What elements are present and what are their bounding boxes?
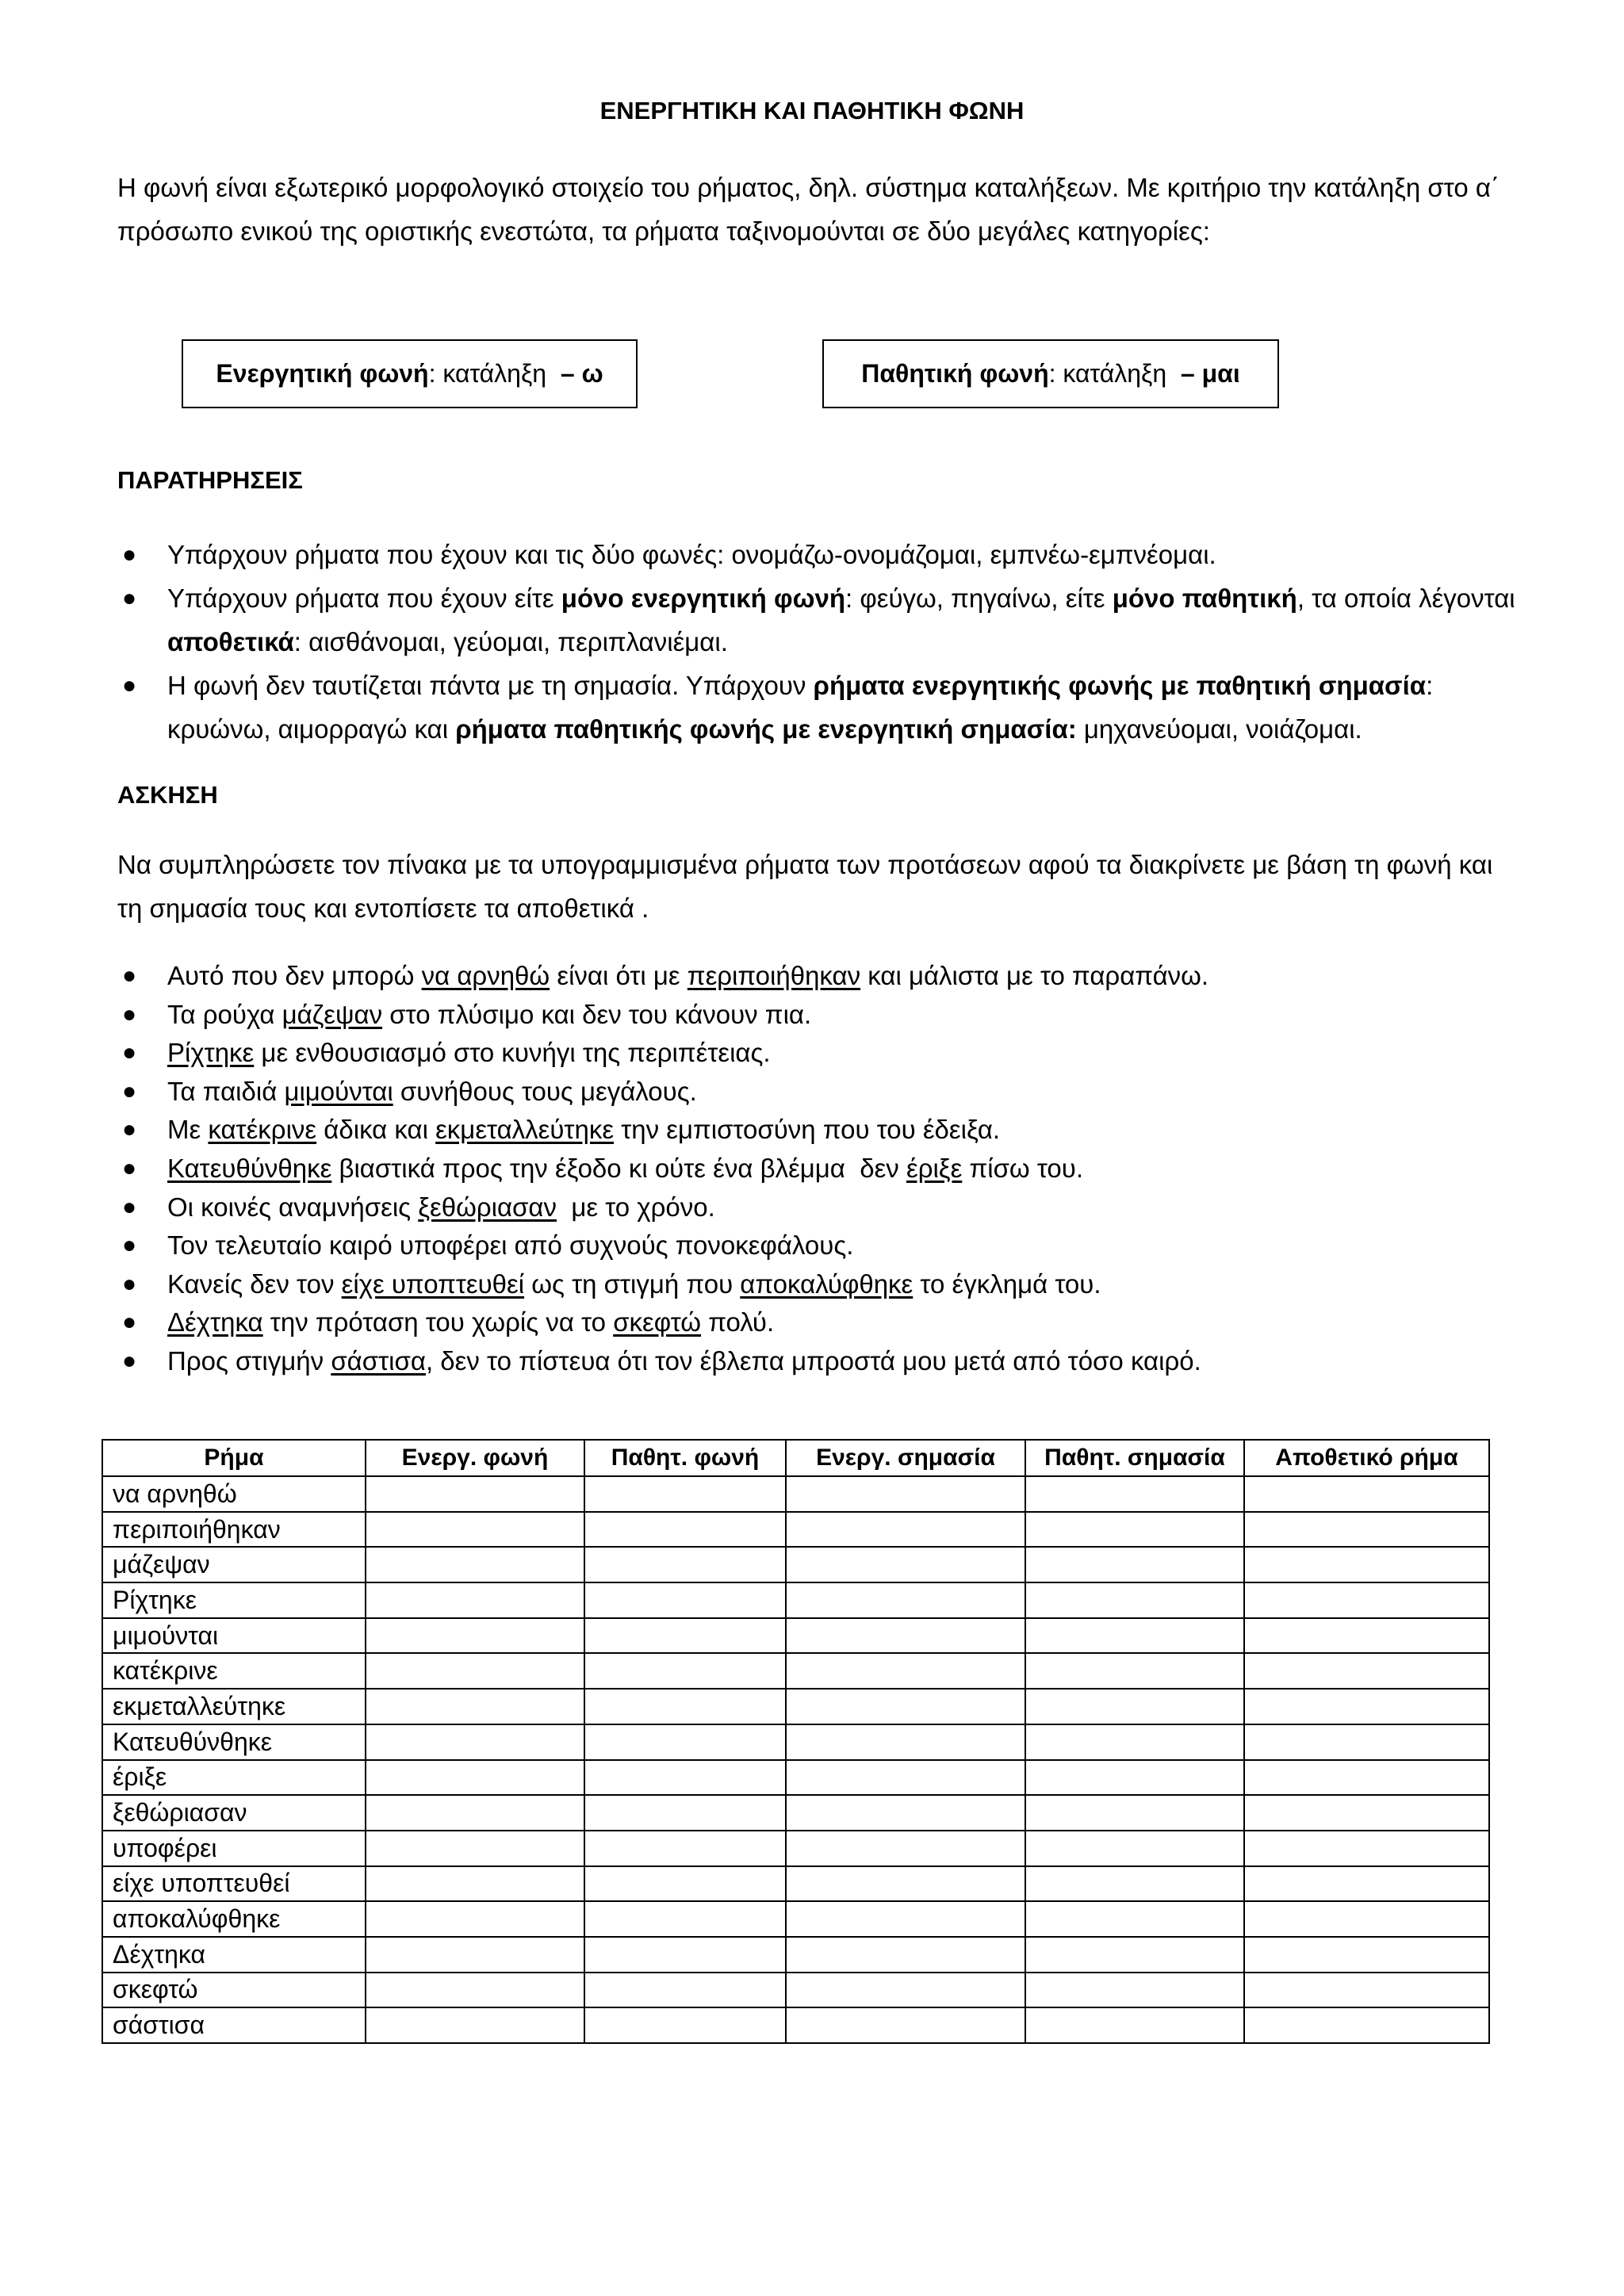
answer-cell[interactable] bbox=[1025, 1724, 1244, 1760]
answer-cell[interactable] bbox=[366, 1901, 584, 1937]
table-row bbox=[102, 1653, 1489, 1689]
bullet-icon: ● bbox=[122, 1232, 137, 1259]
passive-voice-ending: – μαι bbox=[1180, 359, 1240, 388]
answer-cell[interactable] bbox=[786, 1476, 1025, 1512]
bullet-icon: ● bbox=[122, 1193, 137, 1220]
underlined-verb: να αρνηθώ bbox=[421, 961, 550, 990]
table-header-row bbox=[102, 1440, 1489, 1476]
table-row bbox=[102, 1831, 1489, 1866]
active-voice-box bbox=[182, 339, 638, 408]
answer-cell[interactable] bbox=[786, 1689, 1025, 1724]
sentence-list bbox=[117, 957, 1529, 1381]
bullet-icon: ● bbox=[122, 1309, 137, 1336]
answer-cell[interactable] bbox=[1244, 1831, 1489, 1866]
answer-cell[interactable] bbox=[1244, 1476, 1489, 1512]
answer-cell[interactable] bbox=[786, 1618, 1025, 1654]
sentence-item: ● Οι κοινές αναμνήσεις ξεθώριασαν με το χρόνο. bbox=[117, 1188, 1529, 1227]
underlined-verb: Δέχτηκα bbox=[167, 1307, 263, 1337]
column-header: Παθητ. φωνή bbox=[584, 1440, 786, 1476]
verb-cell: μάζεψαν bbox=[102, 1547, 366, 1582]
answer-cell[interactable] bbox=[786, 1582, 1025, 1618]
answer-cell[interactable] bbox=[1025, 1689, 1244, 1724]
answer-cell[interactable] bbox=[366, 2007, 584, 2043]
verb-classification-table bbox=[102, 1439, 1490, 2044]
sentence-item: ● Με κατέκρινε άδικα και εκμεταλλεύτηκε την εμπιστοσύνη που του έδειξα. bbox=[117, 1111, 1529, 1150]
sentence-item: ● Τον τελευταίο καιρό υποφέρει από συχνούς πονοκεφάλους. bbox=[117, 1226, 1529, 1265]
answer-cell[interactable] bbox=[366, 1724, 584, 1760]
verb-cell: υποφέρει bbox=[102, 1831, 366, 1866]
column-header: Ενεργ. σημασία bbox=[786, 1440, 1025, 1476]
table-row bbox=[102, 1582, 1489, 1618]
verb-cell: Δέχτηκα bbox=[102, 1937, 366, 1973]
verb-cell: Κατευθύνθηκε bbox=[102, 1724, 366, 1760]
answer-cell[interactable] bbox=[584, 1618, 786, 1654]
bullet-icon: ● bbox=[122, 1039, 137, 1066]
sentence-item: ● Προς στιγμήν σάστισα, δεν το πίστευα ότι τον έβλεπα μπροστά μου μετά από τόσο καιρό. bbox=[117, 1342, 1529, 1381]
answer-cell[interactable] bbox=[1025, 1547, 1244, 1582]
sentence-item: ● Ρίχτηκε με ενθουσιασμό στο κυνήγι της περιπέτειας. bbox=[117, 1034, 1529, 1073]
sentence-item: ● Αυτό που δεν μπορώ να αρνηθώ είναι ότι με περιποιήθηκαν και μάλιστα με το παραπάνω. bbox=[117, 957, 1529, 996]
answer-cell[interactable] bbox=[366, 1618, 584, 1654]
table-row bbox=[102, 1973, 1489, 2008]
table-body bbox=[102, 1476, 1489, 2043]
sentence-item: ● Κανείς δεν τον είχε υποπτευθεί ως τη στιγμή που αποκαλύφθηκε το έγκλημά του. bbox=[117, 1265, 1529, 1304]
answer-cell[interactable] bbox=[1025, 1582, 1244, 1618]
answer-cell[interactable] bbox=[584, 1653, 786, 1689]
answer-cell[interactable] bbox=[366, 1866, 584, 1902]
answer-cell[interactable] bbox=[786, 1831, 1025, 1866]
answer-cell[interactable] bbox=[1025, 1973, 1244, 2008]
verb-cell: ξεθώριασαν bbox=[102, 1795, 366, 1831]
answer-cell[interactable] bbox=[1244, 1866, 1489, 1902]
notes-list bbox=[117, 533, 1529, 751]
answer-cell[interactable] bbox=[584, 1724, 786, 1760]
bullet-icon: ● bbox=[122, 541, 137, 568]
answer-cell[interactable] bbox=[366, 1937, 584, 1973]
answer-cell[interactable] bbox=[786, 1724, 1025, 1760]
answer-cell[interactable] bbox=[366, 1653, 584, 1689]
verb-cell: Ρίχτηκε bbox=[102, 1582, 366, 1618]
underlined-verb: σάστισα bbox=[331, 1345, 426, 1376]
bullet-icon: ● bbox=[122, 1154, 137, 1181]
bullet-icon: ● bbox=[122, 585, 137, 611]
underlined-verb: κατέκρινε bbox=[208, 1115, 317, 1145]
sentence-item: ● Τα ρούχα μάζεψαν στο πλύσιμο και δεν του κάνουν πια. bbox=[117, 996, 1529, 1035]
answer-cell[interactable] bbox=[1025, 1760, 1244, 1796]
verb-cell: αποκαλύφθηκε bbox=[102, 1901, 366, 1937]
verb-cell: εκμεταλλεύτηκε bbox=[102, 1689, 366, 1724]
answer-cell[interactable] bbox=[366, 1512, 584, 1548]
active-voice-ending: – ω bbox=[560, 359, 603, 388]
answer-cell[interactable] bbox=[1244, 1653, 1489, 1689]
answer-cell[interactable] bbox=[1244, 2007, 1489, 2043]
verb-cell: σκεφτώ bbox=[102, 1973, 366, 2008]
answer-cell[interactable] bbox=[584, 2007, 786, 2043]
answer-cell[interactable] bbox=[584, 1760, 786, 1796]
answer-cell[interactable] bbox=[1244, 1689, 1489, 1724]
table-row bbox=[102, 1901, 1489, 1937]
answer-cell[interactable] bbox=[1244, 1760, 1489, 1796]
answer-cell[interactable] bbox=[1244, 1724, 1489, 1760]
answer-cell[interactable] bbox=[1244, 1901, 1489, 1937]
verb-cell: έριξε bbox=[102, 1760, 366, 1796]
answer-cell[interactable] bbox=[366, 1547, 584, 1582]
underlined-verb: εκμεταλλεύτηκε bbox=[435, 1115, 615, 1145]
note-item: ● Η φωνή δεν ταυτίζεται πάντα με τη σημασία. Υπάρχουν ρήματα ενεργητικής φωνής με παθητική σημασία: κρυώνω, αιμορραγώ και ρήματα παθητικής φωνής με ενεργητική σημασία: μηχανεύομαι, νοιάζομαι. bbox=[117, 664, 1529, 751]
table-row bbox=[102, 1866, 1489, 1902]
answer-cell[interactable] bbox=[1244, 1512, 1489, 1548]
underlined-verb: περιποιήθηκαν bbox=[687, 961, 861, 990]
answer-cell[interactable] bbox=[1025, 1653, 1244, 1689]
active-voice-text: : κατάληξη bbox=[428, 359, 561, 388]
bullet-icon: ● bbox=[122, 1116, 137, 1143]
passive-voice-label: Παθητική φωνή bbox=[861, 359, 1049, 388]
verb-cell: σάστισα bbox=[102, 2007, 366, 2043]
answer-cell[interactable] bbox=[1025, 1476, 1244, 1512]
answer-cell[interactable] bbox=[584, 1937, 786, 1973]
verb-cell: να αρνηθώ bbox=[102, 1476, 366, 1512]
table-row bbox=[102, 1760, 1489, 1796]
answer-cell[interactable] bbox=[786, 1760, 1025, 1796]
column-header: Αποθετικό ρήμα bbox=[1244, 1440, 1489, 1476]
answer-cell[interactable] bbox=[1025, 1901, 1244, 1937]
active-voice-label: Ενεργητική φωνή bbox=[216, 359, 429, 388]
table-row bbox=[102, 1795, 1489, 1831]
column-header: Ρήμα bbox=[102, 1440, 366, 1476]
answer-cell[interactable] bbox=[1025, 1795, 1244, 1831]
verb-cell: κατέκρινε bbox=[102, 1653, 366, 1689]
sentence-item: ● Κατευθύνθηκε βιαστικά προς την έξοδο κι ούτε ένα βλέμμα δεν έριξε πίσω του. bbox=[117, 1150, 1529, 1188]
bullet-icon: ● bbox=[122, 1001, 137, 1027]
bullet-icon: ● bbox=[122, 1077, 137, 1104]
answer-cell[interactable] bbox=[786, 1901, 1025, 1937]
answer-cell[interactable] bbox=[366, 1795, 584, 1831]
answer-cell[interactable] bbox=[366, 1973, 584, 2008]
table-row bbox=[102, 2007, 1489, 2043]
answer-cell[interactable] bbox=[1244, 1547, 1489, 1582]
sentence-item: ● Τα παιδιά μιμούνται συνήθους τους μεγάλους. bbox=[117, 1073, 1529, 1112]
verb-cell: μιμούνται bbox=[102, 1618, 366, 1654]
answer-cell[interactable] bbox=[1025, 1512, 1244, 1548]
bullet-icon: ● bbox=[122, 1270, 137, 1297]
answer-cell[interactable] bbox=[584, 1795, 786, 1831]
table-row bbox=[102, 1724, 1489, 1760]
answer-cell[interactable] bbox=[1025, 1831, 1244, 1866]
exercise-instructions: Να συμπληρώσετε τον πίνακα με τα υπογραμμισμένα ρήματα των προτάσεων αφού τα διακρίνετε με βάση τη φωνή και τη σημασία τους και εντοπίσετε τα αποθετικά . bbox=[117, 850, 1493, 923]
answer-cell[interactable] bbox=[1025, 2007, 1244, 2043]
answer-cell[interactable] bbox=[1244, 1973, 1489, 2008]
answer-cell[interactable] bbox=[1025, 1866, 1244, 1902]
underlined-verb: είχε υποπτευθεί bbox=[341, 1269, 525, 1299]
verb-cell: περιποιήθηκαν bbox=[102, 1512, 366, 1548]
answer-cell[interactable] bbox=[366, 1689, 584, 1724]
underlined-verb: έριξε bbox=[906, 1153, 963, 1183]
answer-cell[interactable] bbox=[1244, 1582, 1489, 1618]
notes-heading: ΠΑΡΑΤΗΡΗΣΕΙΣ bbox=[117, 466, 303, 494]
answer-cell[interactable] bbox=[1244, 1795, 1489, 1831]
table-row bbox=[102, 1689, 1489, 1724]
bullet-icon: ● bbox=[122, 1347, 137, 1374]
column-header: Ενεργ. φωνή bbox=[366, 1440, 584, 1476]
answer-cell[interactable] bbox=[786, 1937, 1025, 1973]
underlined-verb: σκεφτώ bbox=[613, 1307, 702, 1337]
answer-cell[interactable] bbox=[1244, 1937, 1489, 1973]
answer-cell[interactable] bbox=[366, 1760, 584, 1796]
answer-cell[interactable] bbox=[584, 1973, 786, 2008]
answer-cell[interactable] bbox=[584, 1547, 786, 1582]
bullet-icon: ● bbox=[122, 962, 137, 989]
underlined-verb: ξεθώριασαν bbox=[418, 1192, 557, 1222]
answer-cell[interactable] bbox=[1025, 1937, 1244, 1973]
answer-cell[interactable] bbox=[584, 1901, 786, 1937]
underlined-verb: Ρίχτηκε bbox=[167, 1038, 255, 1068]
answer-cell[interactable] bbox=[584, 1476, 786, 1512]
column-header: Παθητ. σημασία bbox=[1025, 1440, 1244, 1476]
underlined-verb: αποκαλύφθηκε bbox=[740, 1269, 914, 1299]
answer-cell[interactable] bbox=[584, 1512, 786, 1548]
answer-cell[interactable] bbox=[584, 1831, 786, 1866]
answer-cell[interactable] bbox=[1244, 1618, 1489, 1654]
note-item: ● Υπάρχουν ρήματα που έχουν και τις δύο φωνές: ονομάζω-ονομάζομαι, εμπνέω-εμπνέομαι. bbox=[117, 533, 1529, 576]
intro-paragraph: Η φωνή είναι εξωτερικό μορφολογικό στοιχείο του ρήματος, δηλ. σύστημα καταλήξεων. Με κριτήριο την κατάληξη στο α΄ πρόσωπο ενικού της οριστικής ενεστώτα, τα ρήματα ταξινομούνται σε δύο μεγάλες κατηγορίες: bbox=[117, 173, 1500, 246]
table-row bbox=[102, 1512, 1489, 1548]
answer-cell[interactable] bbox=[366, 1831, 584, 1866]
underlined-verb: μάζεψαν bbox=[282, 999, 383, 1029]
answer-cell[interactable] bbox=[786, 1866, 1025, 1902]
sentence-item: ● Δέχτηκα την πρόταση του χωρίς να το σκεφτώ πολύ. bbox=[117, 1303, 1529, 1342]
page-title: ΕΝΕΡΓΗΤΙΚΗ ΚΑΙ ΠΑΘΗΤΙΚΗ ΦΩΝΗ bbox=[599, 97, 1025, 124]
passive-voice-box bbox=[822, 339, 1279, 408]
table-row bbox=[102, 1547, 1489, 1582]
note-item: ● Υπάρχουν ρήματα που έχουν είτε μόνο ενεργητική φωνή: φεύγω, πηγαίνω, είτε μόνο παθητική, τα οποία λέγονται αποθετικά: αισθάνομαι, γεύομαι, περιπλανιέμαι. bbox=[117, 576, 1529, 664]
answer-cell[interactable] bbox=[786, 1547, 1025, 1582]
answer-cell[interactable] bbox=[786, 1653, 1025, 1689]
table-row bbox=[102, 1618, 1489, 1654]
answer-cell[interactable] bbox=[366, 1476, 584, 1512]
answer-cell[interactable] bbox=[366, 1582, 584, 1618]
answer-cell[interactable] bbox=[584, 1689, 786, 1724]
exercise-heading: ΑΣΚΗΣΗ bbox=[117, 781, 218, 809]
table-row bbox=[102, 1937, 1489, 1973]
answer-cell[interactable] bbox=[584, 1866, 786, 1902]
bullet-icon: ● bbox=[122, 672, 137, 698]
answer-cell[interactable] bbox=[786, 1795, 1025, 1831]
underlined-verb: μιμούνται bbox=[284, 1076, 393, 1106]
answer-cell[interactable] bbox=[584, 1582, 786, 1618]
answer-cell[interactable] bbox=[1025, 1618, 1244, 1654]
answer-cell[interactable] bbox=[786, 2007, 1025, 2043]
table-row bbox=[102, 1476, 1489, 1512]
answer-cell[interactable] bbox=[786, 1512, 1025, 1548]
verb-cell: είχε υποπτευθεί bbox=[102, 1866, 366, 1902]
answer-cell[interactable] bbox=[786, 1973, 1025, 2008]
underlined-verb: Κατευθύνθηκε bbox=[167, 1153, 332, 1183]
passive-voice-text: : κατάληξη bbox=[1048, 359, 1181, 388]
